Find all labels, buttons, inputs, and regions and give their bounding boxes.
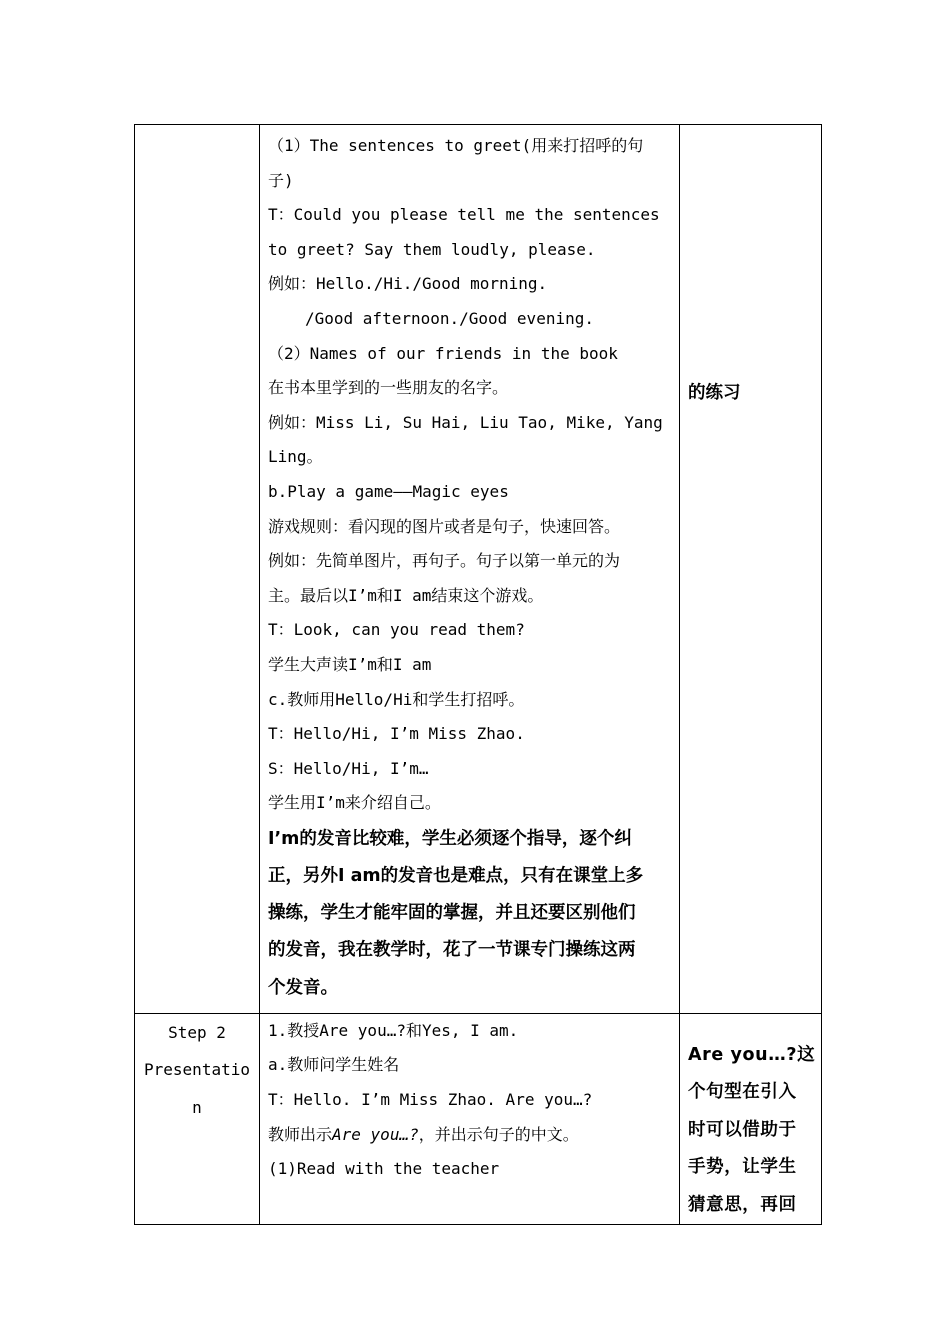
content-cell (260, 125, 680, 1014)
emphasis-line: 操练，学生才能牢固的掌握，并且还要区别他们 (268, 903, 636, 924)
emphasis-line: I’m的发音比较难，学生必须逐个指导，逐个纠 (268, 828, 632, 849)
content-line: /Good afternoon./Good evening. (305, 308, 594, 328)
emphasis-line: 的发音，我在教学时，花了一节课专门操练这两 (268, 940, 636, 961)
note-line: Are you…?这 (688, 1044, 816, 1065)
table-row (135, 1013, 822, 1224)
note-cell (680, 1013, 822, 1224)
content-line: a.教师问学生姓名 (268, 1055, 400, 1075)
emphasis-line: 正，另外I am的发音也是难点，只有在课堂上多 (268, 866, 644, 887)
content-line: (1)Read with the teacher (268, 1159, 500, 1179)
content-line: 学生用I’m来介绍自己。 (268, 793, 441, 813)
step-cell (135, 1013, 260, 1224)
note-line: 猜意思，再回 (688, 1194, 797, 1215)
content-line: T：Hello/Hi, I’m Miss Zhao. (268, 724, 525, 744)
content-line: 例如：Hello./Hi./Good morning. (268, 274, 548, 294)
content-line: S：Hello/Hi, I’m… (268, 758, 429, 778)
emphasis-line: 个发音。 (268, 977, 338, 998)
content-cell (260, 1013, 680, 1224)
content-line: 例如：Miss Li, Su Hai, Liu Tao, Mike, Yang (268, 412, 663, 432)
note-line: 个句型在引入 (688, 1082, 797, 1103)
content-line: 游戏规则：看闪现的图片或者是句子，快速回答。 (268, 516, 621, 536)
content-line: （2）Names of our friends in the book (268, 343, 618, 363)
lesson-plan-table (134, 124, 822, 1225)
step-label: Presentatio (144, 1060, 250, 1080)
step-label: Step 2 (168, 1022, 226, 1042)
content-line: T：Hello. I’m Miss Zhao. Are you…? (268, 1090, 593, 1110)
note-line: 手势，让学生 (688, 1157, 797, 1178)
line-prefix: 教师出示 (268, 1124, 333, 1144)
note-line: 时可以借助于 (688, 1119, 797, 1140)
note-cell (680, 125, 822, 1014)
note-text: 的练习 (688, 383, 741, 403)
content-line: 例如：先简单图片，再句子。句子以第一单元的为 (268, 551, 621, 571)
content-line: 学生大声读I’m和I am (268, 654, 432, 674)
table-row (135, 125, 822, 1014)
content-line: b.Play a game——Magic eyes (268, 481, 509, 501)
content-line (268, 1118, 671, 1153)
content-line: 在书本里学到的一些朋友的名字。 (268, 378, 509, 398)
step-cell (135, 125, 260, 1014)
content-line: 1.教授Are you…?和Yes, I am. (268, 1020, 519, 1040)
content-line: T：Could you please tell me the sentences (268, 205, 660, 225)
content-line: 子) (268, 170, 294, 190)
step-label: n (192, 1097, 202, 1117)
content-line: to greet? Say them loudly, please. (268, 239, 596, 259)
content-line: （1）The sentences to greet(用来打招呼的句 (268, 136, 644, 155)
content-line: c.教师用Hello/Hi和学生打招呼。 (268, 689, 525, 709)
content-line: 主。最后以I’m和I am结束这个游戏。 (268, 585, 544, 605)
content-line: Ling。 (268, 447, 323, 467)
line-suffix: ，并出示句子的中文。 (418, 1124, 579, 1144)
content-line: T：Look, can you read them? (268, 620, 525, 640)
italic-phrase: Are you…? (332, 1124, 419, 1144)
